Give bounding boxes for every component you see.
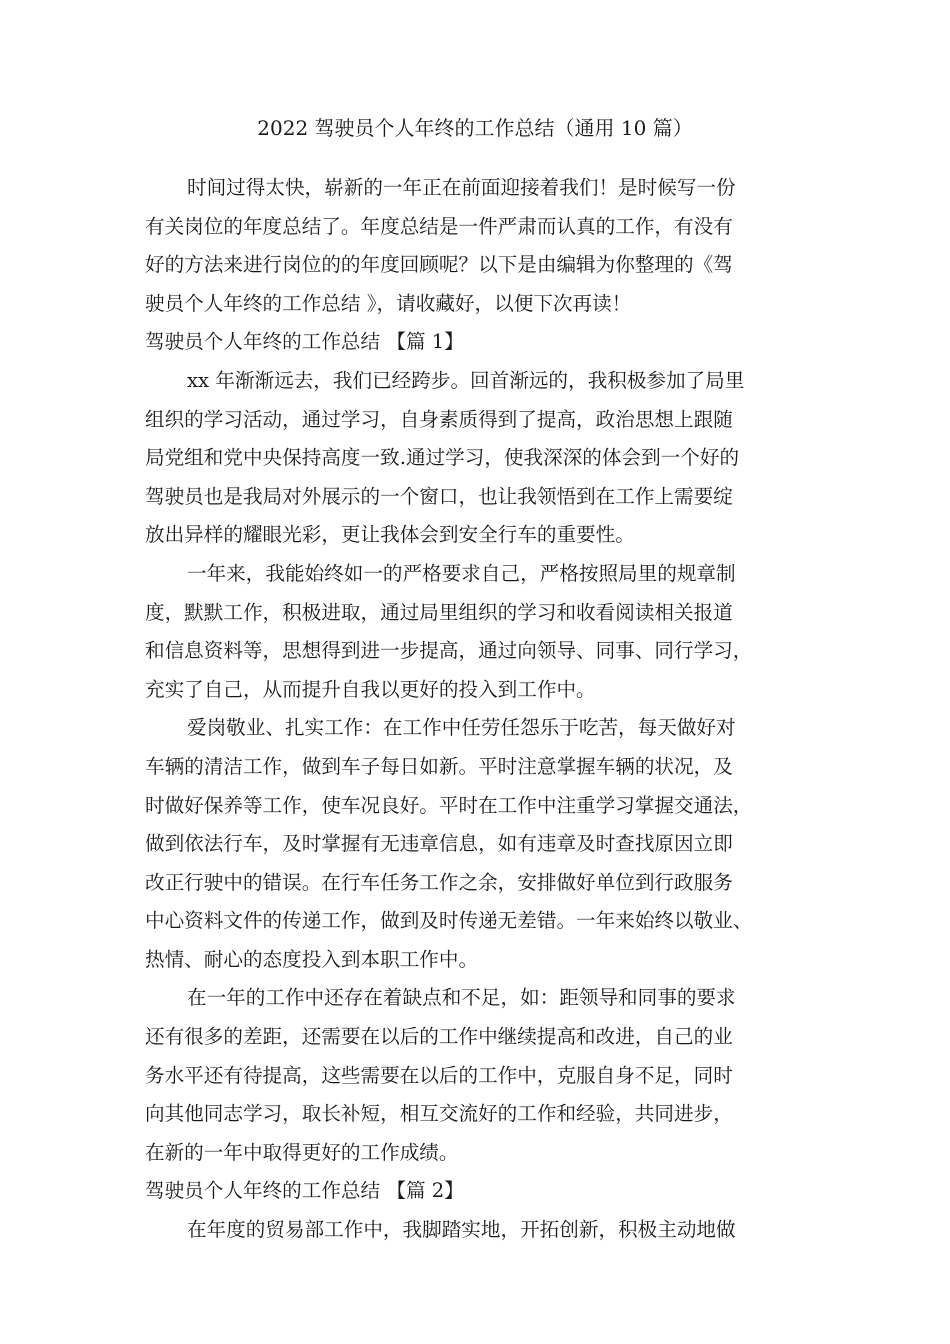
text-line: xx 年渐渐远去，我们已经跨步。回首渐远的，我积极参加了局里	[187, 368, 745, 392]
text-line: 在新的一年中取得更好的工作成绩。	[145, 1140, 459, 1164]
text-line: 有关岗位的年度总结了。年度总结是一件严肃而认真的工作，有没有	[145, 214, 733, 238]
text-line: 和信息资料等，思想得到进一步提高，通过向领导、同事、同行学习，	[145, 639, 753, 663]
document-title: 2022 驾驶员个人年终的工作总结（通用 10 篇）	[257, 116, 693, 140]
text-line: 改正行驶中的错误。在行车任务工作之余，安排做好单位到行政服务	[145, 870, 733, 894]
text-line: 在年度的贸易部工作中，我脚踏实地，开拓创新，积极主动地做	[187, 1218, 736, 1242]
text-line: 放出异样的耀眼光彩，更让我体会到安全行车的重要性。	[145, 523, 635, 547]
text-line: 时做好保养等工作，使车况良好。平时在工作中注重学习掌握交通法，	[145, 793, 753, 817]
text-line: 驶员个人年终的工作总结 》，请收藏好，以便下次再读！	[145, 291, 632, 315]
text-line: 还有很多的差距，还需要在以后的工作中继续提高和改进，自己的业	[145, 1025, 733, 1049]
text-line: 局党组和党中央保持高度一致.通过学习，使我深深的体会到一个好的	[145, 446, 740, 470]
text-line: 度，默默工作，积极进取，通过局里组织的学习和收看阅读相关报道	[145, 600, 733, 624]
text-line: 做到依法行车，及时掌握有无违章信息，如有违章及时查找原因立即	[145, 832, 733, 856]
text-line: 爱岗敬业、扎实工作：在工作中任劳任怨乐于吃苦，每天做好对	[187, 716, 736, 740]
text-line: 向其他同志学习，取长补短，相互交流好的工作和经验，共同进步，	[145, 1102, 733, 1126]
text-line: 组织的学习活动，通过学习，自身素质得到了提高，政治思想上跟随	[145, 407, 733, 431]
text-line: 好的方法来进行岗位的的年度回顾呢？以下是由编辑为你整理的《驾	[145, 253, 733, 277]
text-line: 务水平还有待提高，这些需要在以后的工作中，克服自身不足，同时	[145, 1063, 733, 1087]
text-line: 充实了自己，从而提升自我以更好的投入到工作中。	[145, 677, 596, 701]
text-line: 中心资料文件的传递工作，做到及时传递无差错。一年来始终以敬业、	[145, 909, 753, 933]
text-line: 在一年的工作中还存在着缺点和不足，如：距领导和同事的要求	[187, 986, 736, 1010]
text-line: 驾驶员也是我局对外展示的一个窗口，也让我领悟到在工作上需要绽	[145, 484, 733, 508]
section-heading: 驾驶员个人年终的工作总结 【篇 1】	[145, 330, 464, 354]
text-line: 热情、耐心的态度投入到本职工作中。	[145, 947, 479, 971]
text-line: 车辆的清洁工作，做到车子每日如新。平时注意掌握车辆的状况，及	[145, 754, 733, 778]
document-body	[145, 169, 835, 1250]
section-heading: 驾驶员个人年终的工作总结 【篇 2】	[145, 1179, 464, 1203]
text-line: 时间过得太快，崭新的一年正在前面迎接着我们！是时候写一份	[187, 176, 736, 199]
text-line: 一年来，我能始终如一的严格要求自己，严格按照局里的规章制	[187, 561, 736, 585]
